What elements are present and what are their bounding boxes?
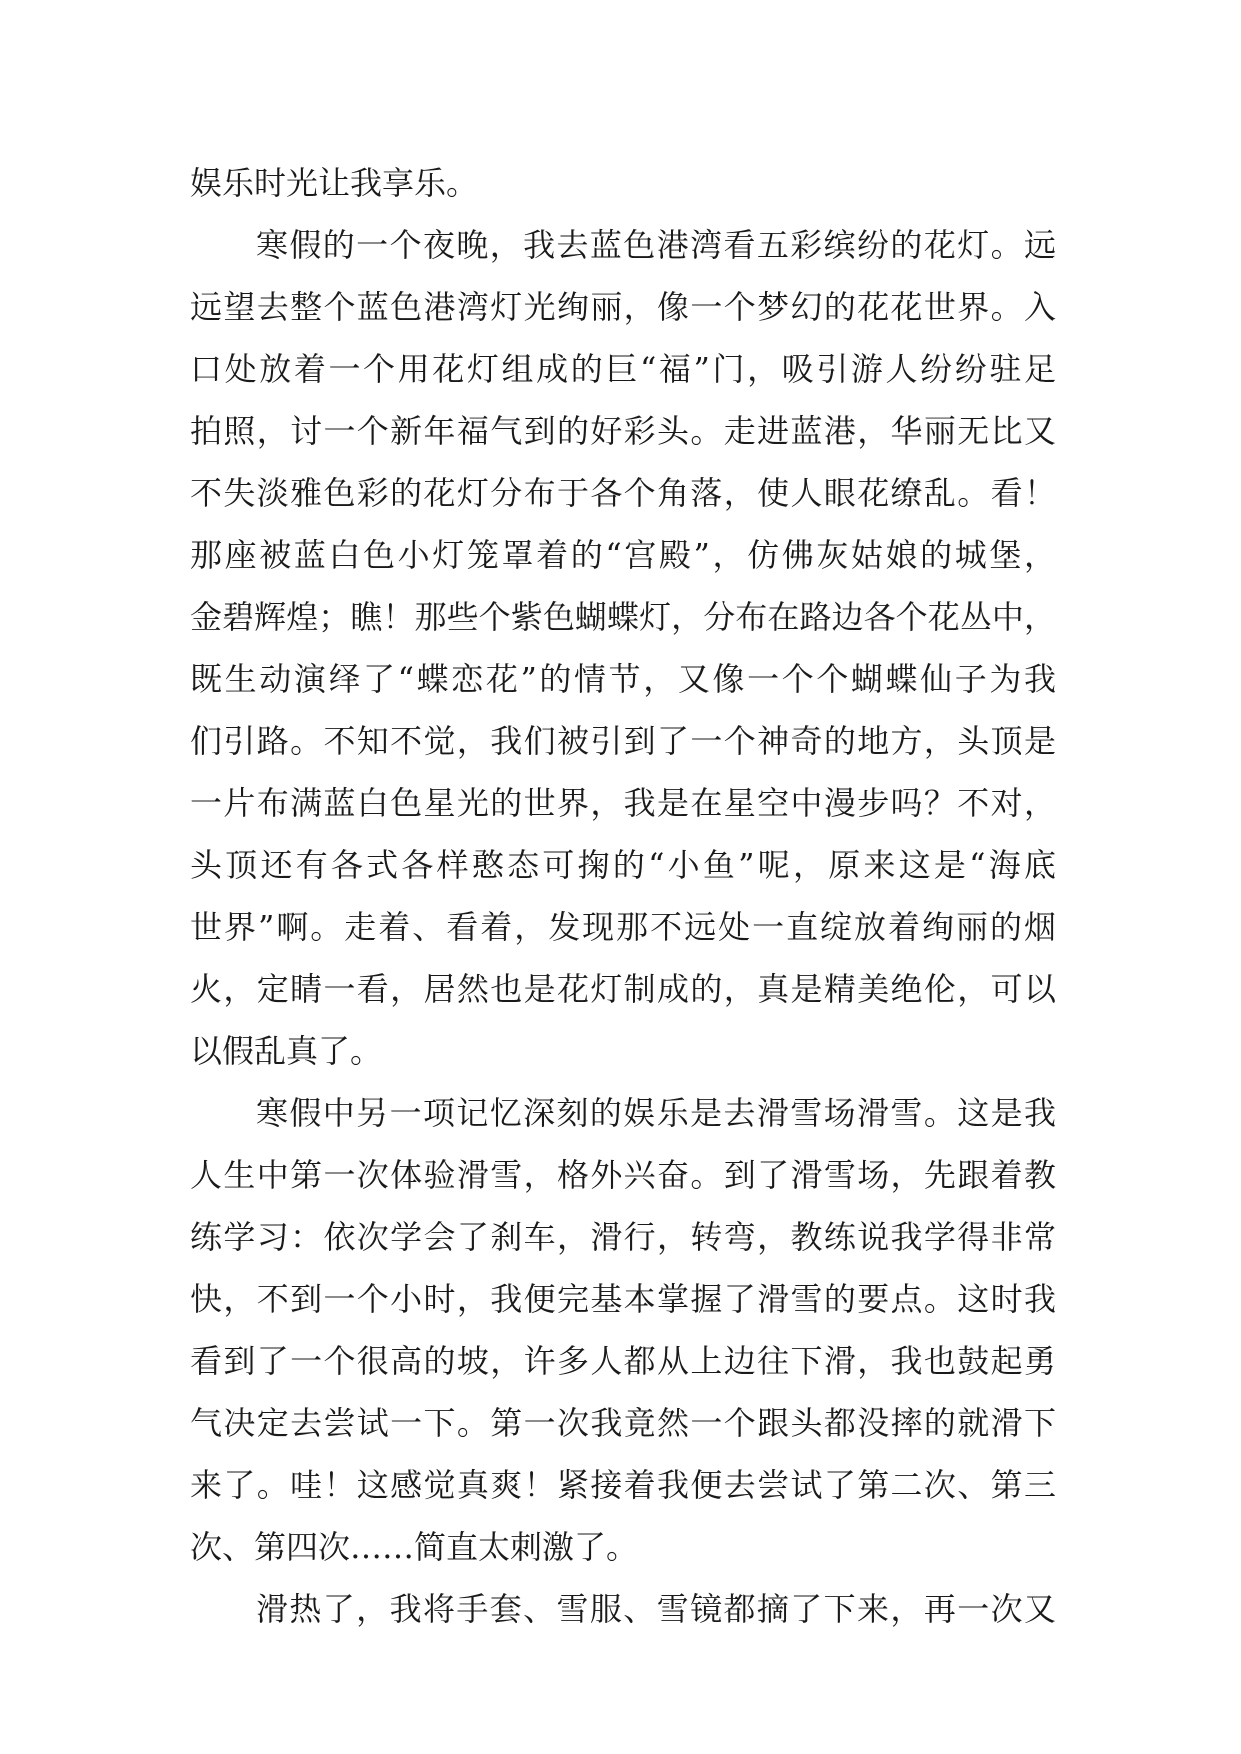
text-line: 火，定睛一看，居然也是花灯制成的，真是精美绝伦，可以 (190, 970, 1056, 1008)
text-line: 人生中第一次体验滑雪，格外兴奋。到了滑雪场，先跟着教 (190, 1156, 1056, 1194)
text-line: 寒假的一个夜晚，我去蓝色港湾看五彩缤纷的花灯。远 (256, 226, 1056, 264)
text-line: 远望去整个蓝色港湾灯光绚丽，像一个梦幻的花花世界。入 (190, 288, 1056, 326)
text-line: 世界”啊。走着、看着，发现那不远处一直绽放着绚丽的烟 (190, 908, 1056, 946)
text-line: 练学习：依次学会了刹车，滑行，转弯，教练说我学得非常 (190, 1218, 1056, 1256)
text-line: 头顶还有各式各样憨态可掬的“小鱼”呢，原来这是“海底 (190, 846, 1056, 884)
article-body (190, 152, 1056, 1640)
text-line: 金碧辉煌；瞧！那些个紫色蝴蝶灯，分布在路边各个花丛中， (190, 598, 1056, 636)
text-line: 快，不到一个小时，我便完基本掌握了滑雪的要点。这时我 (190, 1280, 1056, 1318)
text-line: 娱乐时光让我享乐。 (190, 164, 479, 202)
text-line: 口处放着一个用花灯组成的巨“福”门，吸引游人纷纷驻足 (190, 350, 1056, 388)
text-line: 拍照，讨一个新年福气到的好彩头。走进蓝港，华丽无比又 (190, 412, 1056, 450)
text-line: 们引路。不知不觉，我们被引到了一个神奇的地方，头顶是 (190, 722, 1056, 760)
text-line: 气决定去尝试一下。第一次我竟然一个跟头都没摔的就滑下 (190, 1404, 1056, 1442)
text-line: 寒假中另一项记忆深刻的娱乐是去滑雪场滑雪。这是我 (256, 1094, 1056, 1132)
text-line: 来了。哇！这感觉真爽！紧接着我便去尝试了第二次、第三 (190, 1466, 1056, 1504)
text-line: 看到了一个很高的坡，许多人都从上边往下滑，我也鼓起勇 (190, 1342, 1056, 1380)
text-line: 既生动演绎了“蝶恋花”的情节，又像一个个蝴蝶仙子为我 (190, 660, 1056, 698)
text-line: 一片布满蓝白色星光的世界，我是在星空中漫步吗？不对， (190, 784, 1056, 822)
text-line: 滑热了，我将手套、雪服、雪镜都摘了下来，再一次又 (256, 1590, 1056, 1628)
text-line: 次、第四次……简直太刺激了。 (190, 1528, 639, 1566)
text-line: 那座被蓝白色小灯笼罩着的“宫殿”，仿佛灰姑娘的城堡， (190, 536, 1056, 574)
text-line: 不失淡雅色彩的花灯分布于各个角落，使人眼花缭乱。看！ (190, 474, 1056, 512)
text-line: 以假乱真了。 (190, 1032, 383, 1070)
